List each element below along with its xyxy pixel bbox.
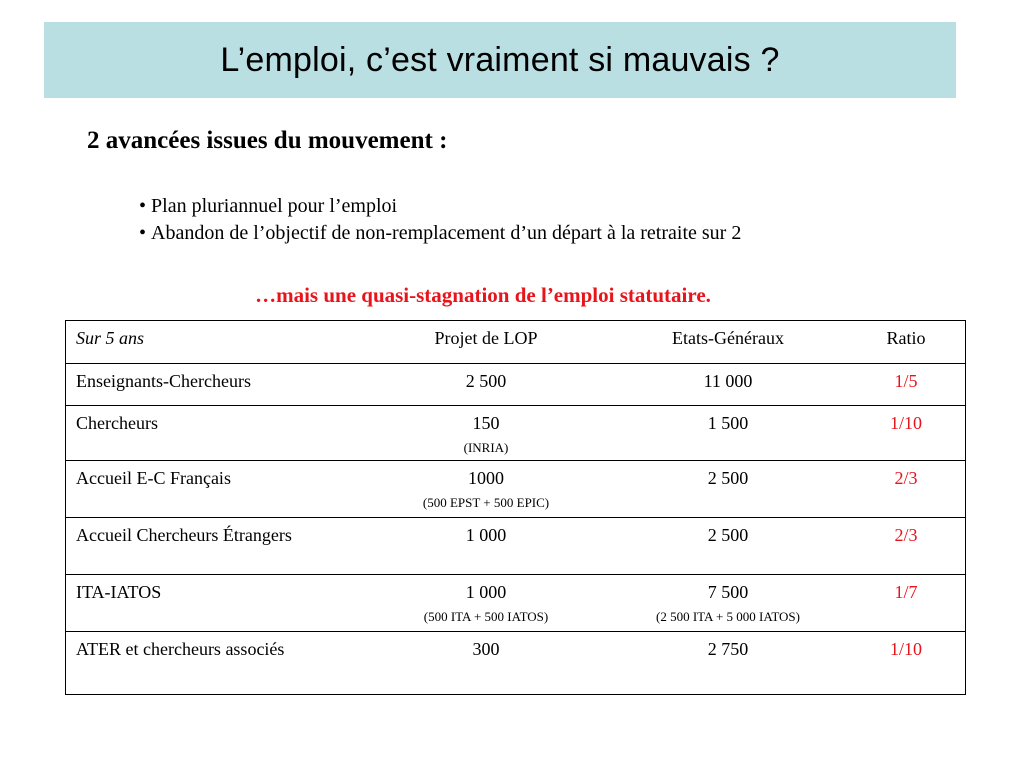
ratio-value: 2/3 [894, 468, 918, 488]
table-row [66, 631, 965, 694]
title-bar [44, 22, 956, 98]
bullet-item: • Plan pluriannuel pour l’emploi [139, 193, 741, 220]
etats-generaux-value: 2 750 [707, 639, 749, 659]
bullet-item: • Abandon de l’objectif de non-remplacement d’un départ à la retraite sur 2 [139, 220, 741, 247]
etats-generaux-value: 2 500 [707, 525, 749, 545]
lop-value: 2 500 [465, 371, 507, 391]
table-row [66, 517, 965, 574]
ratio-value: 1/5 [894, 371, 918, 391]
etats-generaux-note: (2 500 ITA + 5 000 IATOS) [656, 609, 800, 624]
slide-subtitle: 2 avancées issues du mouvement : [87, 127, 448, 154]
lop-note: (500 ITA + 500 IATOS) [423, 609, 549, 624]
lop-value: 300 [472, 639, 500, 659]
ratio-value: 2/3 [894, 525, 918, 545]
bullet-list [139, 193, 741, 247]
ratio-value: 1/10 [889, 639, 922, 659]
etats-generaux-value: 11 000 [703, 371, 753, 391]
table-row [66, 574, 965, 631]
highlight-note: …mais une quasi-stagnation de l’emploi statutaire. [255, 283, 711, 307]
table-row [66, 460, 965, 517]
lop-value: 1000 [468, 468, 504, 488]
row-label: Accueil E-C Français [76, 468, 231, 488]
lop-value: 150 [472, 413, 500, 433]
table-row [66, 363, 965, 405]
header-ratio: Ratio [886, 328, 926, 348]
slide-title: L’emploi, c’est vraiment si mauvais ? [220, 40, 780, 79]
lop-note: (INRIA) [463, 440, 509, 455]
row-label: Accueil Chercheurs Étrangers [76, 525, 292, 545]
table-row [66, 405, 965, 460]
row-label: ITA-IATOS [76, 582, 162, 602]
etats-generaux-value: 7 500 [707, 582, 749, 602]
header-etats-generaux: Etats-Généraux [672, 328, 784, 348]
etats-generaux-value: 1 500 [707, 413, 749, 433]
header-lop: Projet de LOP [434, 328, 538, 348]
ratio-value: 1/7 [894, 582, 918, 602]
row-label: Chercheurs [76, 413, 158, 433]
lop-note: (500 EPST + 500 EPIC) [422, 495, 550, 510]
header-period: Sur 5 ans [76, 328, 145, 348]
comparison-table [65, 320, 966, 695]
table-header-row [66, 321, 965, 363]
lop-value: 1 000 [465, 525, 507, 545]
row-label: Enseignants-Chercheurs [76, 371, 251, 391]
ratio-value: 1/10 [889, 413, 922, 433]
lop-value: 1 000 [465, 582, 507, 602]
etats-generaux-value: 2 500 [707, 468, 749, 488]
row-label: ATER et chercheurs associés [76, 639, 285, 659]
